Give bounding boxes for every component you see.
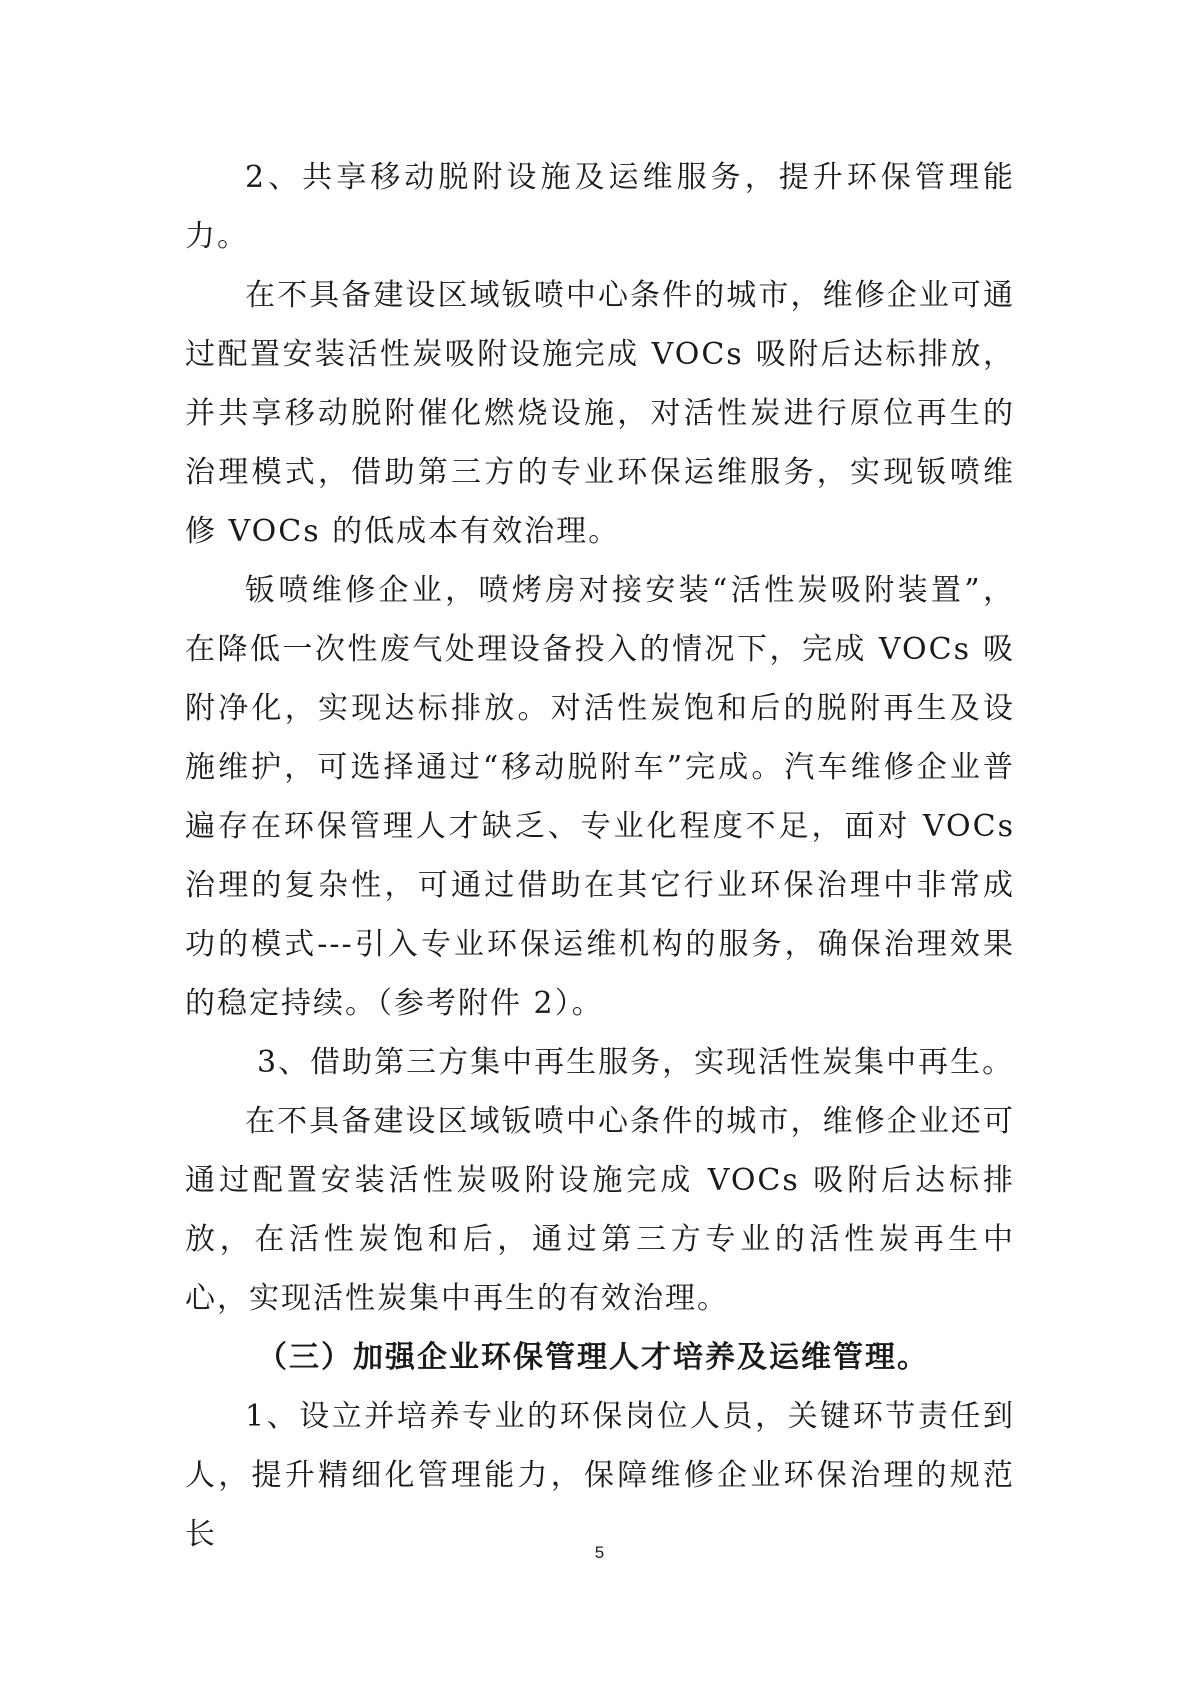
subheading-shared-desorption: 2、共享移动脱附设施及运维服务，提升环保管理能力。 <box>185 160 1015 254</box>
page-number: 5 <box>594 1543 605 1562</box>
subheading-centralized-regeneration: 3、借助第三方集中再生服务，实现活性炭集中再生。 <box>257 1045 1015 1080</box>
paragraph-mobile-desorption-mode: 在不具备建设区域钣喷中心条件的城市，维修企业可通过配置安装活性炭吸附设施完成 VOCs 吸附后达标排放，并共享移动脱附催化燃烧设施，对活性炭进行原位再生的治理模式，借助第三方的专业环保运维服务，实现钣喷维修 VOCs 的低成本有效治理。 <box>185 278 1015 549</box>
section-heading-talent-training: （三）加强企业环保管理人才培养及运维管理。 <box>257 1340 929 1375</box>
paragraph-centralized-regeneration: 在不具备建设区域钣喷中心条件的城市，维修企业还可通过配置安装活性炭吸附设施完成 VOCs 吸附后达标排放，在活性炭饱和后，通过第三方专业的活性炭再生中心，实现活性炭集中再生的有效治理。 <box>185 1104 1015 1316</box>
document-body <box>185 148 1015 1564</box>
paragraph-activated-carbon-device: 钣喷维修企业，喷烤房对接安装“活性炭吸附装置”，在降低一次性废气处理设备投入的情况下，完成 VOCs 吸附净化，实现达标排放。对活性炭饱和后的脱附再生及设施维护，可选择通过“移动脱附车”完成。汽车维修企业普遍存在环保管理人才缺乏、专业化程度不足，面对 VOCs 治理的复杂性，可通过借助在其它行业环保治理中非常成功的模式---引入专业环保运维机构的服务，确保治理效果的稳定持续。（参考附件 2）。 <box>185 573 1015 1021</box>
paragraph-environmental-staff: 1、设立并培养专业的环保岗位人员，关键环节责任到人，提升精细化管理能力，保障维修企业环保治理的规范长 <box>185 1399 1015 1552</box>
